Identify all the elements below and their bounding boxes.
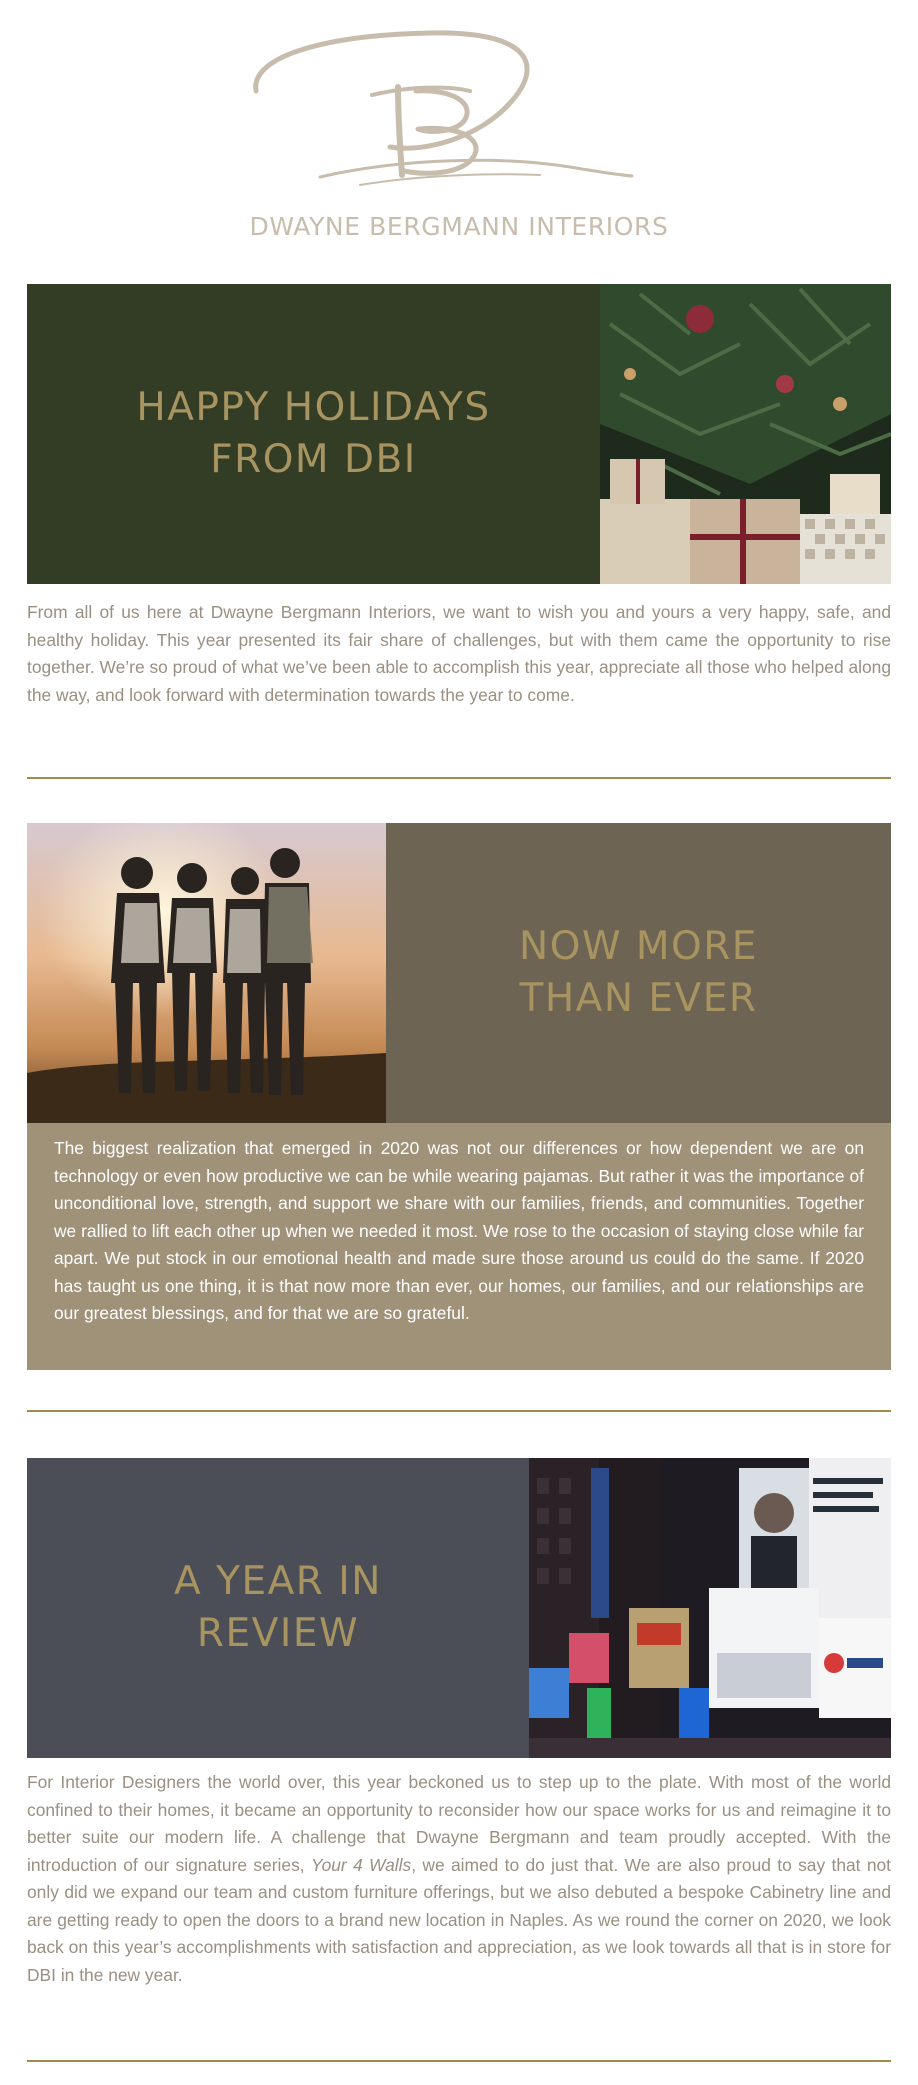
now-more-heading-panel <box>386 823 891 1123</box>
section-divider <box>27 2060 891 2062</box>
now-more-text-box <box>27 1123 891 1370</box>
year-review-text-start: For Interior Designers the world over, this year beckoned us to step up to the plate. With most of the world confined to their homes, it became an opportunity to reconsider how our space works for us and reimagine it to better suite our modern life. A challenge that Dwayne Bergmann and team proudly accepted. With the introduction of our signature series, <box>27 1772 891 1875</box>
holiday-heading-panel <box>27 284 600 584</box>
brand-logo[interactable] <box>0 0 918 250</box>
your-4-walls-series-name: Your 4 Walls <box>310 1854 412 1875</box>
holiday-paragraph: From all of us here at Dwayne Bergmann Interiors, we want to wish you and yours a very happy, safe, and healthy holiday. This year presented its fair share of challenges, but with them came the opportunity to rise together. We’re so proud of what we’ve been able to accomplish this year, appreciate all those who helped along the way, and look forward with determination towards the year to come. <box>27 602 891 705</box>
now-more-heading: NOW MORE THAN EVER <box>519 924 758 1021</box>
now-more-paragraph: The biggest realization that emerged in 2020 was not our differences or how dependent we are on technology or even how productive we can be while wearing pajamas. But rather it was the importance of unconditional love, strength, and support we share with our families, friends, and communities. Together we rallied to lift each other up when we needed it most. We rose to the occasion of staying close while far apart. We put stock in our emotional health and made sure those around us could do the same. If 2020 has taught us one thing, it is that now more than ever, our homes, our families, and our relationships are our greatest blessings, and for that we are so grateful. <box>54 1138 864 1323</box>
friends-sunset-photo <box>27 823 386 1123</box>
year-review-banner <box>27 1458 891 1758</box>
christmas-tree-presents-photo <box>600 284 891 584</box>
now-more-banner <box>27 823 891 1123</box>
year-review-paragraph <box>27 1769 891 1989</box>
year-review-heading: A YEAR IN REVIEW <box>174 1559 382 1656</box>
year-review-text-end: , we aimed to do just that. We are also proud to say that not only did we expand our team and custom furniture offerings, but we also debuted a bespoke Cabinetry line and are getting ready to open the doors to a brand new location in Naples. As we round the corner on 2020, we look back on this year’s accomplishments with satisfaction and appreciation, as we look towards all that is in store for DBI in the new year. <box>27 1854 891 1985</box>
year-review-heading-panel <box>27 1458 529 1758</box>
section-divider <box>27 777 891 779</box>
db-monogram-logo <box>240 25 680 215</box>
holiday-heading: HAPPY HOLIDAYS FROM DBI <box>136 385 491 482</box>
times-square-billboards-photo <box>529 1458 891 1758</box>
section-divider <box>27 1410 891 1412</box>
holiday-banner <box>27 284 891 584</box>
brand-name: DWAYNE BERGMANN INTERIORS <box>249 212 669 241</box>
